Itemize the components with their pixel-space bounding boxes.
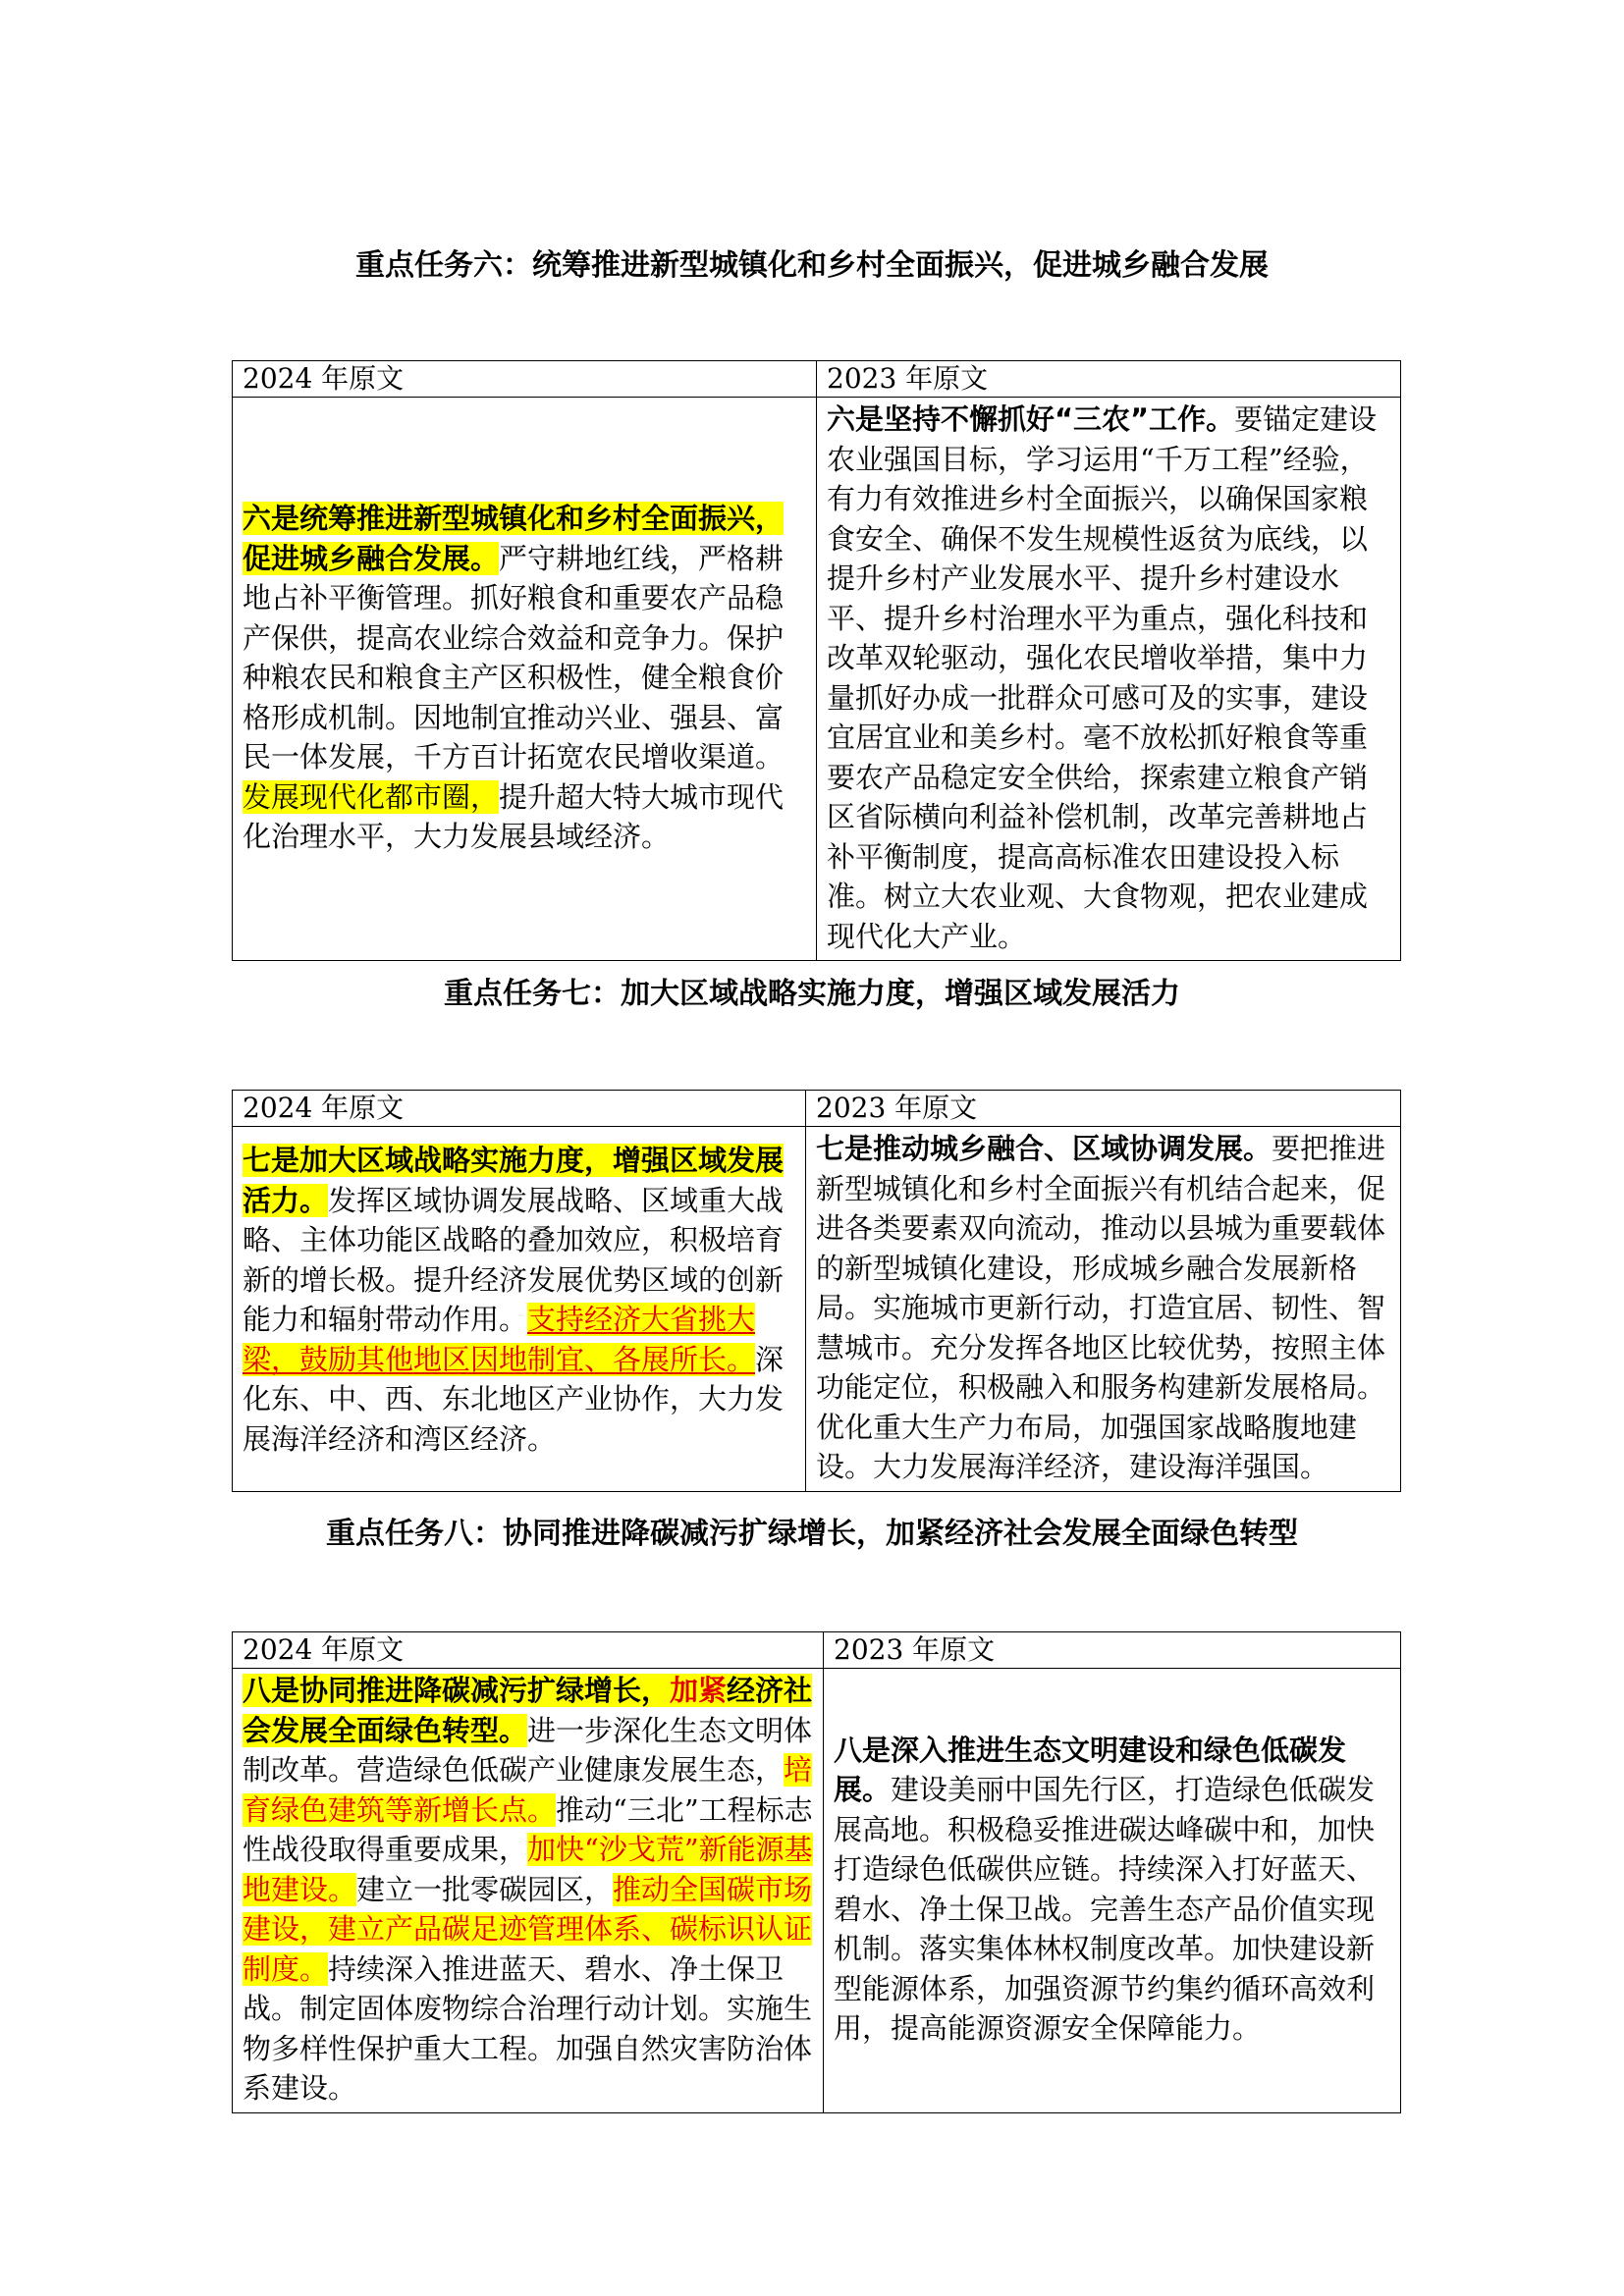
highlighted-text: 支持经济大省挑大梁，鼓励其他地区因地制宜、各展所长。 [243,1303,756,1376]
body-text: 严守耕地红线，严格耕地占补平衡管理。抓好粮食和重要农产品稳产保供，提高农业综合效益和竞争力。保护种粮农民和粮食主产区积极性，健全粮食价格形成机制。因地制宜推动兴业、强县、富民一体发展，千方百计拓宽农民增收渠道。 [243,541,785,774]
section-8-heading: 重点任务八：协同推进降碳减污扩绿增长，加紧经济社会发展全面绿色转型 [326,1517,1298,1551]
col-2023-header: 2023 年原文 [824,1632,1401,1669]
body-text: 持续深入推进蓝天、碧水、净土保卫战。制定固体废物综合治理行动计划。实施生物多样性保护重大工程。加强自然灾害防治体系建设。 [243,1951,813,2105]
body-text: 推动“三北”工程标志性战役取得重要成果， [243,1792,813,1866]
section-8-table [232,1631,1401,2113]
section-6-heading: 重点任务六：统筹推进新型城镇化和乡村全面振兴，促进城乡融合发展 [355,248,1269,283]
text-2023-cell [817,398,1401,961]
body-text: 深化东、中、西、东北地区产业协作，大力发展海洋经济和湾区经济。 [243,1342,785,1456]
highlighted-text: 加快“沙戈荒”新能源基地建设。 [243,1833,813,1906]
section-7-table [232,1090,1401,1492]
lead-sentence: 六是统筹推进新型城镇化和乡村全面振兴，促进城乡融合发展。 [243,502,785,575]
section-7-heading: 重点任务七：加大区域战略实施力度，增强区域发展活力 [444,977,1180,1011]
lead-sentence: 八是深入推进生态文明建设和绿色低碳发展。 [834,1733,1347,1807]
lead-sentence: 八是协同推进降碳减污扩绿增长， [243,1674,671,1707]
body-text: 要把推进新型城镇化和乡村全面振兴有机结合起来，促进各类要素双向流动，推动以县城为重要载体的新型城镇化建设，形成城乡融合发展新格局。实施城市更新行动，打造宜居、韧性、智慧城市。充分发挥各地区比较优势，按照主体功能定位，积极融入和服务构建新发展格局。优化重大生产力布局，加强国家战略腹地建设。大力发展海洋经济，建设海洋强国。 [816,1132,1386,1483]
body-text: 要锚定建设农业强国目标，学习运用“千万工程”经验，有力有效推进乡村全面振兴，以确保国家粮食安全、确保不发生规模性返贫为底线，以提升乡村产业发展水平、提升乡村建设水平、提升乡村治理水平为重点，强化科技和改革双轮驱动，强化农民增收举措，集中力量抓好办成一批群众可感可及的实事，建设宜居宜业和美乡村。毫不放松抓好粮食等重要农产品稳定安全供给，探索建立粮食产销区省际横向利益补偿机制，改革完善耕地占补平衡制度，提高高标准农田建设投入标准。树立大农业观、大食物观，把农业建成现代化大产业。 [827,402,1378,953]
lead-sentence: 六是坚持不懈抓好“三农”工作。 [827,402,1235,436]
text-2023-cell [824,1669,1401,2113]
text-2024-cell [233,398,817,961]
lead-sentence: 七是加大区域战略实施力度，增强区域发展活力。 [243,1144,785,1217]
text-2023-cell [806,1127,1401,1492]
text-2024-cell [233,1127,806,1492]
lead-sentence: 七是推动城乡融合、区域协调发展。 [816,1132,1272,1165]
body-text: 提升超大特大城市现代化治理水平，大力发展县域经济。 [243,779,785,854]
col-2024-header: 2024 年原文 [233,1632,824,1669]
body-text: 建立一批零碳园区， [356,1872,614,1906]
highlighted-text: 发展现代化都市圈， [243,779,500,814]
body-text: 建设美丽中国先行区，打造绿色低碳发展高地。积极稳妥推进碳达峰碳中和，加快打造绿色低碳供应链。持续深入打好蓝天、碧水、净土保卫战。完善生态产品价值实现机制。落实集体林权制度改革。加快建设新型能源体系，加强资源节约集约循环高效利用，提高能源资源安全保障能力。 [834,1773,1376,2046]
body-text: 发挥区域协调发展战略、区域重大战略、主体功能区战略的叠加效应，积极培育新的增长极。提升经济发展优势区域的创新能力和辐射带动作用。 [243,1183,785,1336]
text-2024-cell [233,1669,824,2113]
col-2023-header: 2023 年原文 [817,361,1401,398]
col-2024-header: 2024 年原文 [233,361,817,398]
lead-sentence-end: 经济社会发展全面绿色转型。 [243,1674,813,1747]
highlighted-text: 培育绿色建筑等新增长点。 [243,1753,813,1827]
lead-emphasis: 加紧 [670,1674,728,1707]
highlighted-text: 推动全国碳市场建设，建立产品碳足迹管理体系、碳标识认证制度。 [243,1872,813,1986]
body-text: 进一步深化生态文明体制改革。营造绿色低碳产业健康发展生态， [243,1713,813,1787]
col-2023-header: 2023 年原文 [806,1091,1401,1127]
col-2024-header: 2024 年原文 [233,1091,806,1127]
section-6-table [232,360,1401,961]
